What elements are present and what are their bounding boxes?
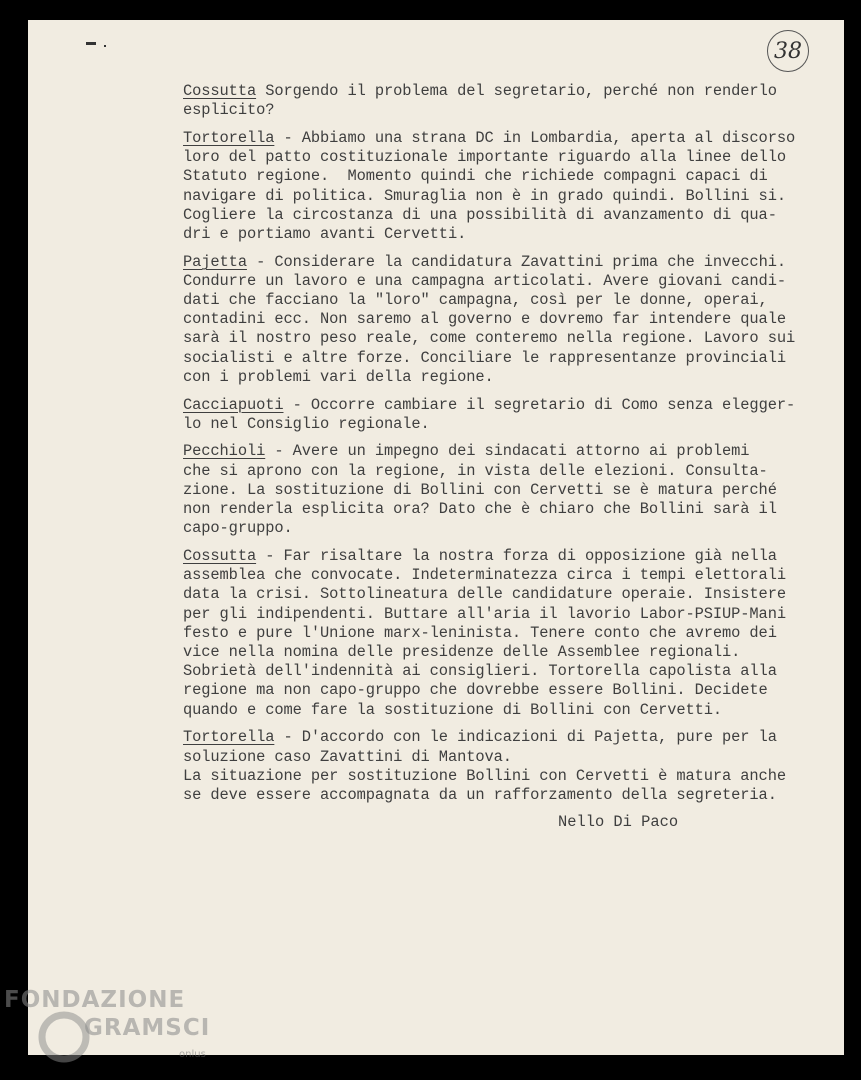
paragraph [183, 728, 823, 805]
text-line [183, 129, 823, 148]
text-line: data la crisi. Sottolineatura delle candidature operaie. Insistere [183, 585, 786, 604]
document-body [183, 82, 823, 814]
text-line: esplicito? [183, 101, 275, 120]
text-span: - Avere un impegno dei sindacati attorno ai problemi [265, 442, 750, 461]
text-line [183, 728, 823, 747]
watermark-line1: FONDAZIONE [4, 987, 186, 1013]
watermark-logo [4, 987, 234, 1077]
speaker-name: Pajetta [183, 252, 247, 271]
text-span: - Far risaltare la nostra forza di opposizione già nella [256, 546, 777, 565]
watermark-small: onlus [179, 1049, 206, 1060]
speaker-name: Cossutta [183, 546, 257, 565]
text-line: quando e come fare la sostituzione di Bollini con Cervetti. [183, 700, 723, 719]
text-line: Statuto regione. Momento quindi che richiede compagni capaci di [183, 167, 768, 186]
paragraph [183, 82, 823, 120]
text-line: assemblea che convocate. Indeterminatezza circa i tempi elettorali [183, 566, 786, 585]
text-span: Sorgendo il problema del segretario, perché non renderlo [256, 82, 777, 100]
speaker-name: Pecchioli [183, 442, 266, 461]
text-line: Cogliere la circostanza di una possibilità di avanzamento di qua- [183, 205, 777, 224]
text-line [183, 82, 823, 101]
text-line: navigare di politica. Smuraglia non è in grado quindi. Bollini si. [183, 186, 786, 205]
text-line: se deve essere accompagnata da un rafforzamento della segreteria. [183, 785, 777, 804]
text-line: vice nella nomina delle presidenze delle Assemblee regionali. [183, 642, 741, 661]
text-span: - Considerare la candidatura Zavattini prima che invecchi. [246, 252, 786, 271]
paragraph [183, 129, 823, 244]
text-line: per gli indipendenti. Buttare all'aria il lavorio Labor-PSIUP-Mani [183, 604, 786, 623]
text-span: - D'accordo con le indicazioni di Pajetta, pure per la [274, 728, 777, 747]
text-span: - Abbiamo una strana DC in Lombardia, aperta al discorso [274, 128, 796, 147]
paragraph [183, 396, 823, 434]
text-line: che si aprono con la regione, in vista delle elezioni. Consulta- [183, 461, 768, 480]
text-line: Sobrietà dell'indennità ai consiglieri. Tortorella capolista alla [183, 662, 777, 681]
speaker-name: Cossutta [183, 82, 257, 100]
text-line [183, 253, 823, 272]
speaker-name: Tortorella [183, 728, 275, 747]
text-line: La situazione per sostituzione Bollini con Cervetti è matura anche [183, 766, 786, 785]
text-line: contadini ecc. Non saremo al governo e dovremo far intendere quale [183, 310, 786, 329]
text-line [183, 547, 823, 566]
page-number: 38 [767, 30, 809, 72]
text-line: dati che facciano la "loro" campagna, così per le donne, operai, [183, 291, 768, 310]
text-line [183, 442, 823, 461]
text-line: regione ma non capo-gruppo che dovrebbe essere Bollini. Decidete [183, 681, 768, 700]
text-line: zione. La sostituzione di Bollini con Cervetti se è matura perché [183, 480, 777, 499]
paragraph [183, 547, 823, 720]
signature: Nello Di Paco [558, 813, 679, 831]
speaker-name: Cacciapuoti [183, 395, 284, 414]
text-line [183, 396, 823, 415]
text-line: soluzione caso Zavattini di Mantova. [183, 747, 512, 766]
text-line: loro del patto costituzionale importante riguardo alla linee dello [183, 148, 786, 167]
text-line: festo e pure l'Unione marx-leninista. Tenere conto che avremo dei [183, 623, 777, 642]
paragraph [183, 253, 823, 387]
paragraph [183, 442, 823, 538]
text-line: sarà il nostro peso reale, come conteremo nella regione. Lavoro sui [183, 329, 796, 348]
text-line: non renderla esplicita ora? Dato che è chiaro che Bollini sarà il [183, 500, 777, 519]
margin-mark [86, 42, 96, 45]
text-line: Condurre un lavoro e una campagna articolati. Avere giovani candi- [183, 271, 786, 290]
margin-mark [104, 45, 106, 47]
text-line: capo-gruppo. [183, 519, 293, 538]
speaker-name: Tortorella [183, 128, 275, 147]
text-line: lo nel Consiglio regionale. [183, 414, 430, 433]
text-line: socialisti e altre forze. Conciliare le rappresentanze provinciali [183, 348, 786, 367]
text-line: con i problemi vari della regione. [183, 367, 494, 386]
watermark-line2: GRAMSCI [84, 1015, 211, 1041]
text-line: dri e portiamo avanti Cervetti. [183, 224, 467, 243]
text-span: - Occorre cambiare il segretario di Como senza elegger- [283, 395, 796, 414]
